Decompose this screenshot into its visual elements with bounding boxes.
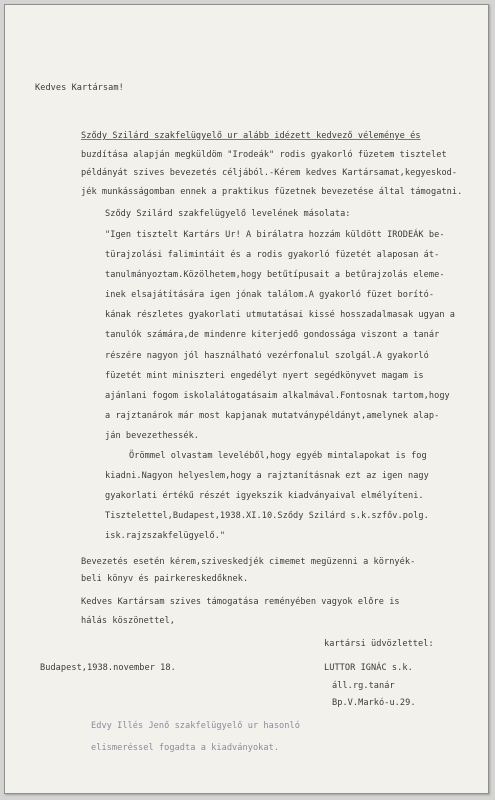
- copy-heading: Sződy Szilárd szakfelügyelő levelének másolata:: [105, 209, 351, 219]
- quote-line: kiadni.Nagyon helyeslem,hogy a rajztanításnak ezt az igen nagy: [105, 471, 429, 481]
- quote-line: Tisztelettel,Budapest,1938.XI.10.Sződy Szilárd s.k.szfőv.polg.: [105, 511, 429, 521]
- quote-line: isk.rajzszakfelügyelő.": [105, 531, 226, 541]
- intro-line: jék munkásságomban ennek a praktikus füzetnek bevezetése által támogatni.: [81, 187, 463, 197]
- greeting: kartársi üdvözlettel:: [324, 639, 434, 649]
- quote-line: Örömmel olvastam leveléből,hogy egyéb mintalapokat is fog: [129, 451, 427, 461]
- intro-line: Sződy Szilárd szakfelügyelő ur alább idézett kedvező véleménye és: [81, 131, 421, 141]
- quote-line: gyakorlati értékű részét igyekszik kiadványaival elmélyíteni.: [105, 491, 424, 501]
- quote-line: kának részletes gyakorlati utmutatásai kissé hosszadalmasak ugyan a: [105, 310, 455, 320]
- intro-line: buzdítása alapján megküldöm "Irodeák" rodis gyakorló füzetem tisztelet: [81, 150, 447, 160]
- quote-line: a rajztanárok már most kapjanak mutatványpéldányt,amelynek alap-: [105, 411, 440, 421]
- salutation: Kedves Kartársam!: [35, 83, 124, 93]
- signature-title: áll.rg.tanár: [332, 681, 395, 691]
- closing-line: Kedves Kartársam szives támogatása reményében vagyok előre is: [81, 597, 400, 607]
- closing-line: beli könyv és pairkereskedőknek.: [81, 574, 249, 584]
- quote-line: tanulmányoztam.Közölhetem,hogy betűtípusait a betűrajzolás eleme-: [105, 270, 445, 280]
- postscript-line: Edvy Illés Jenő szakfelügyelő ur hasonló: [91, 721, 300, 731]
- letter-sheet: [4, 4, 489, 794]
- place-date: Budapest,1938.november 18.: [40, 663, 176, 673]
- signature-address: Bp.V.Markó-u.29.: [332, 698, 416, 708]
- quote-line: tanulók számára,de mindenre kiterjedő gondossága viszont a tanár: [105, 330, 440, 340]
- signature-name: LUTTOR IGNÁC s.k.: [324, 663, 413, 673]
- quote-line: "Igen tisztelt Kartárs Ur! A birálatra hozzám küldött IRODEÁK be-: [105, 230, 445, 240]
- closing-line: hálás köszönettel,: [81, 616, 176, 626]
- intro-line: példányát szives bevezetés céljából.-Kérem kedves Kartársamat,kegyeskod-: [81, 168, 458, 178]
- quote-line: füzetét mint miniszteri engedélyt nyert segédkönyvet magam is: [105, 371, 424, 381]
- quote-line: inek elsajátítására igen jónak találom.A gyakorló füzet borító-: [105, 290, 435, 300]
- quote-line: ján bevezethessék.: [105, 431, 200, 441]
- quote-line: ajánlani fogom iskolalátogatásaim alkalmával.Fontosnak tartom,hogy: [105, 391, 450, 401]
- closing-line: Bevezetés esetén kérem,sziveskedjék cimemet megüzenni a környék-: [81, 557, 416, 567]
- quote-line: részére nagyon jól használható vezérfonalul szolgál.A gyakorló: [105, 351, 429, 361]
- quote-line: türajzolási falimintáit és a rodis gyakorló füzetét alaposan át-: [105, 250, 440, 260]
- postscript-line: elismeréssel fogadta a kiadványokat.: [91, 743, 280, 753]
